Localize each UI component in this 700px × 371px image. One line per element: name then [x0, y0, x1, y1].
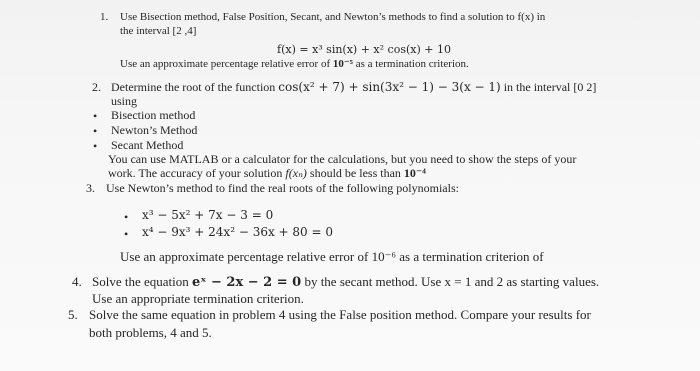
bullet-icon: •: [124, 227, 129, 241]
bullet-icon: •: [124, 210, 129, 224]
problem-4-intro: Solve the equation: [92, 274, 193, 289]
problem-3-tolerance-value: 10⁻⁶: [371, 249, 396, 264]
problem-1-tolerance-text: Use an approximate percentage relative error of: [120, 58, 333, 70]
problem-4-number: 4.: [72, 274, 82, 289]
problem-5-line-1: Solve the same equation in problem 4 using the False position method. Compare your results for: [89, 307, 591, 322]
problem-2-note-mid: should be less than: [306, 166, 404, 180]
problem-1-line-2: the interval [2 ,4]: [120, 25, 197, 37]
problem-4-equation: eˣ − 2x − 2 = 0: [192, 275, 302, 290]
problem-2-line-1: [111, 81, 596, 93]
problem-2-interval: in the interval [0 2]: [500, 80, 597, 94]
bullet-icon: •: [93, 139, 98, 153]
problem-1-tolerance: [120, 59, 469, 70]
bullet-icon: •: [93, 124, 98, 138]
problem-2-number: 2.: [92, 80, 101, 94]
problem-3-tolerance: [120, 250, 544, 263]
method-newton: Newton’s Method: [111, 123, 198, 137]
problem-3-number: 3.: [86, 181, 95, 195]
polynomial-2: x⁴ − 9x³ + 24x² − 36x + 80 = 0: [142, 225, 333, 239]
problem-2-line-2: using: [111, 94, 138, 108]
problem-5-line-2: both problems, 4 and 5.: [89, 325, 212, 340]
problem-2-note-fx: f(xₙ): [285, 166, 307, 180]
problem-2-note-1: You can use MATLAB or a calculator for the calculations, but you need to show the steps of your: [108, 152, 577, 166]
problem-3-line-1: Use Newton’s method to find the real roots of the following polynomials:: [106, 181, 459, 195]
problem-4-line-2: Use an appropriate termination criterion.: [92, 291, 304, 306]
problem-5-number: 5.: [68, 307, 78, 322]
problem-1-tolerance-value: 10⁻⁵: [332, 58, 353, 70]
problem-1-line-1: Use Bisection method, False Position, Secant, and Newton’s methods to find a solution to f(x) in: [120, 11, 546, 23]
problem-2-function: cos(x² + 7) + sin(3x² − 1) − 3(x − 1): [278, 80, 501, 94]
problem-1-number: 1.: [100, 11, 109, 23]
problem-2-note-text: work. The accuracy of your solution: [108, 166, 286, 180]
problem-2-intro: Determine the root of the function: [111, 80, 279, 94]
polynomial-1: x³ − 5x² + 7x − 3 = 0: [142, 208, 274, 222]
problem-3-tolerance-text: Use an approximate percentage relative error of: [120, 249, 372, 264]
problem-4-instructions: by the secant method. Use x = 1 and 2 as starting values.: [301, 274, 600, 289]
problem-1-tolerance-suffix: as a termination criterion.: [352, 58, 469, 70]
problem-3-tolerance-suffix: as a termination criterion of: [395, 249, 544, 264]
method-bisection: Bisection method: [111, 108, 196, 122]
problem-2-note-value: 10⁻⁴: [403, 166, 426, 180]
method-secant: Secant Method: [111, 138, 184, 152]
problem-2-note-2: [108, 167, 426, 179]
problem-4-line-1: [92, 275, 599, 289]
bullet-icon: •: [93, 109, 98, 123]
problem-1-formula: f(x) = x³ sin(x) + x² cos(x) + 10: [277, 43, 451, 56]
